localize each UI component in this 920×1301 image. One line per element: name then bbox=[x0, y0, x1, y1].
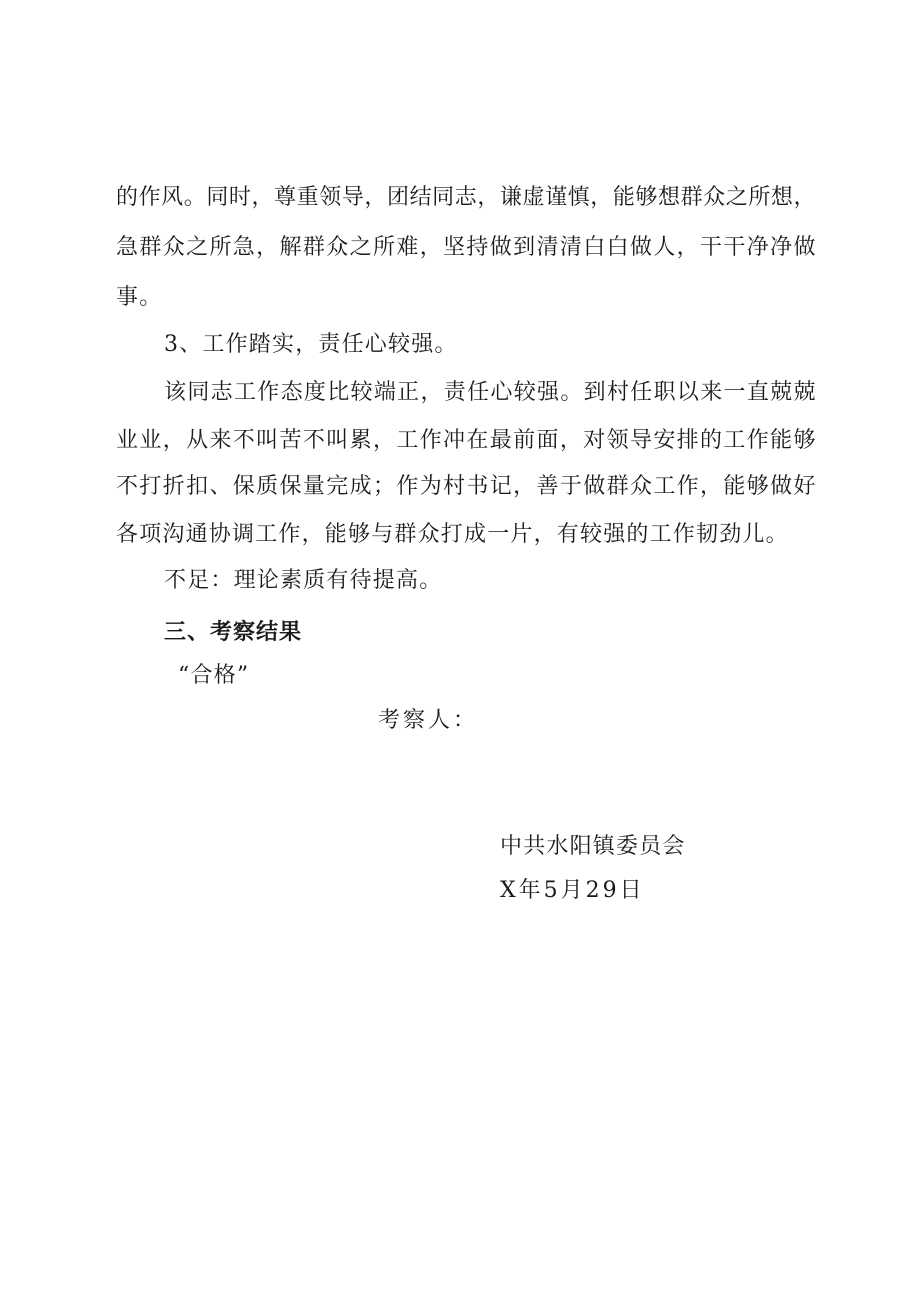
body-text-line: 业业，从来不叫苦不叫累，工作冲在最前面，对领导安排的工作能够 bbox=[116, 428, 816, 453]
section-3-heading: 三、考察结果 bbox=[164, 620, 303, 645]
body-text-line: 的作风。同时，尊重领导，团结同志，谦虚谨慎，能够想群众之所想， bbox=[116, 185, 816, 210]
shortcoming-text: 不足：理论素质有待提高。 bbox=[164, 568, 443, 593]
body-text-line: 该同志工作态度比较端正，责任心较强。到村任职以来一直兢兢 bbox=[164, 380, 816, 405]
body-text-line: 事。 bbox=[116, 285, 163, 310]
organization-signature: 中共水阳镇委员会 bbox=[500, 834, 686, 859]
result-text: “合格” bbox=[178, 663, 250, 688]
signature-date: X年5月29日 bbox=[500, 878, 645, 903]
inspector-label: 考察人： bbox=[378, 708, 479, 733]
body-text-line: 急群众之所急，解群众之所难，坚持做到清清白白做人，干干净净做 bbox=[116, 235, 816, 260]
point-3-heading: 3、工作踏实，责任心较强。 bbox=[164, 332, 458, 357]
body-text-line: 各项沟通协调工作，能够与群众打成一片，有较强的工作韧劲儿。 bbox=[116, 522, 789, 547]
body-text-line: 不打折扣、保质保量完成；作为村书记，善于做群众工作，能够做好 bbox=[116, 474, 816, 499]
